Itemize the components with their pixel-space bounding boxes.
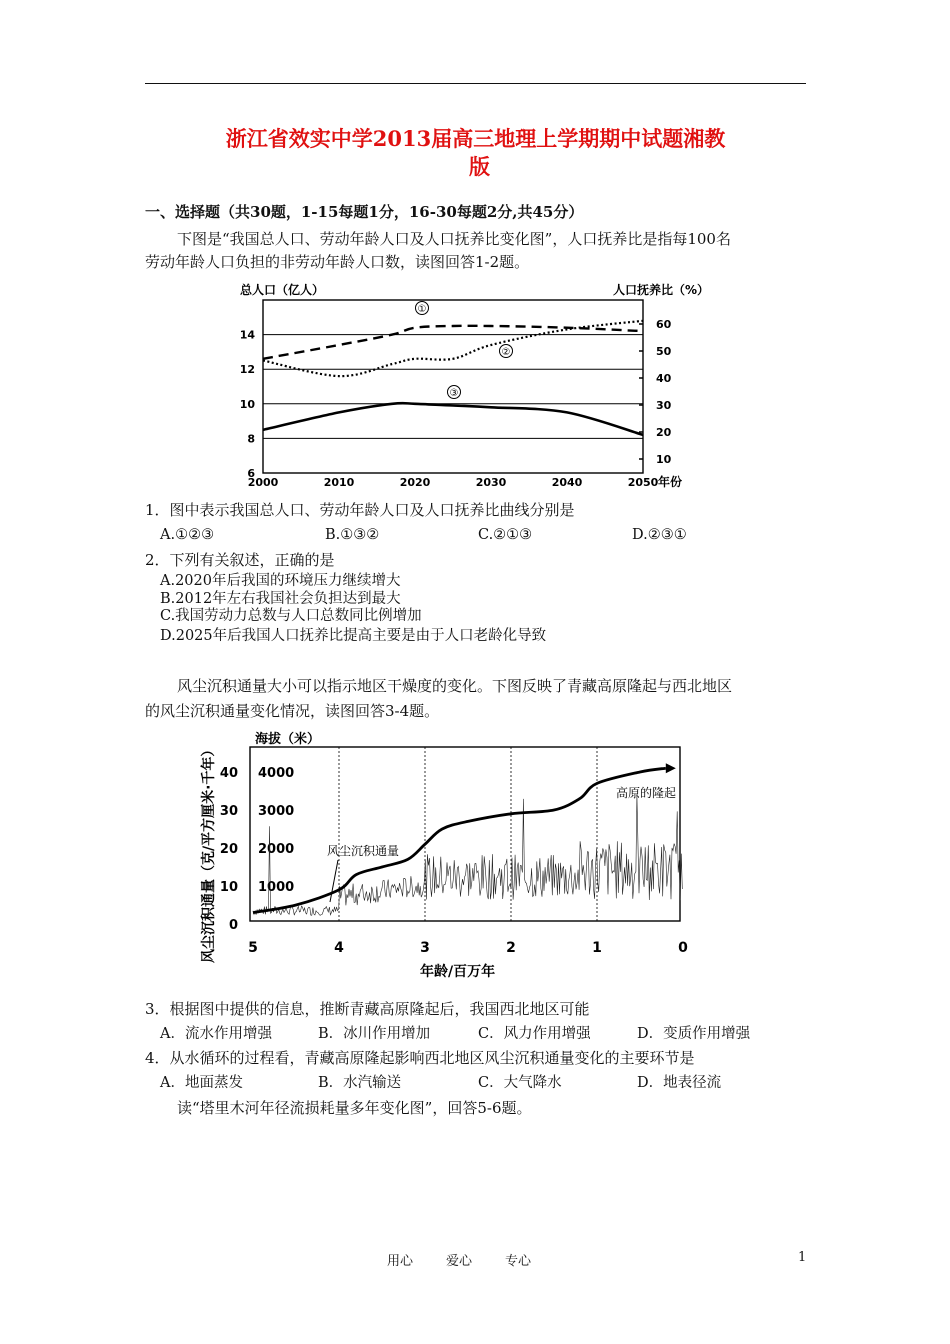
elevation-tick-label: 1000 <box>258 880 295 895</box>
x-tick-label: 2040 <box>551 476 583 489</box>
flux-tick-label: 10 <box>219 880 238 895</box>
plot-frame <box>250 747 680 921</box>
intro-1-line-2: 劳动年龄人口负担的非劳动年龄人口数，读图回答1-2题。 <box>145 253 530 271</box>
left-axis-label: 总人口（亿人） <box>240 283 325 297</box>
uplift-dust-chart <box>195 728 695 983</box>
age-tick-label: 4 <box>334 940 344 956</box>
intro-2-line-2: 的风尘沉积通量变化情况，读图回答3-4题。 <box>145 702 440 720</box>
intro-2-line-1: 风尘沉积通量大小可以指示地区干燥度的变化。下图反映了青藏高原隆起与西北地区 <box>177 677 733 695</box>
right-tick-label: 20 <box>656 426 672 439</box>
section-heading: 一、选择题（共30题，1-15每题1分，16-30每题2分,共45分） <box>145 203 584 221</box>
series-marker-label: ① <box>417 304 427 315</box>
question-4: 4．从水循环的过程看，青藏高原隆起影响西北地区风尘沉积通量变化的主要环节是 <box>145 1049 695 1067</box>
series-line-3 <box>263 403 643 435</box>
q1-option-d: D.②③① <box>632 527 687 543</box>
age-tick-label: 5 <box>248 940 258 956</box>
q3-option-b: B．冰川作用增加 <box>318 1026 431 1042</box>
q3-option-c: C．风力作用增强 <box>478 1026 591 1042</box>
page-title <box>145 125 806 181</box>
x-unit-label: 年份 <box>658 475 683 489</box>
left-tick-label: 12 <box>239 363 255 377</box>
footer-item-1: 用心 <box>387 1254 414 1269</box>
header-rule <box>145 83 806 84</box>
q3-option-d: D．变质作用增强 <box>637 1026 751 1042</box>
q1-option-c: C.②①③ <box>478 527 533 543</box>
elevation-tick-label: 4000 <box>258 766 295 781</box>
age-tick-label: 1 <box>592 940 602 956</box>
right-tick-label: 10 <box>656 453 672 466</box>
flux-annotation-pointer <box>330 860 338 902</box>
elevation-tick-label: 3000 <box>258 804 295 819</box>
x-axis-label: 年龄/百万年 <box>420 964 496 980</box>
uplift-arrowhead <box>666 763 676 773</box>
q4-option-b: B．水汽输送 <box>318 1075 402 1091</box>
q4-option-d: D．地表径流 <box>637 1075 722 1091</box>
x-tick-label: 2050 <box>627 476 659 489</box>
right-tick-label: 40 <box>656 372 672 385</box>
q4-option-c: C．大气降水 <box>478 1075 562 1091</box>
flux-axis-label: 风尘沉积通量（克/平方厘米·千年） <box>201 742 217 963</box>
question-3: 3．根据图中提供的信息，推断青藏高原隆起后，我国西北地区可能 <box>145 1000 590 1018</box>
uplift-curve <box>253 768 666 912</box>
series-line-1 <box>263 326 643 359</box>
footer-item-3: 专心 <box>505 1254 532 1269</box>
q2-option-a: A.2020年后我国的环境压力继续增大 <box>160 573 401 589</box>
right-tick-label: 60 <box>656 318 672 331</box>
age-tick-label: 0 <box>678 940 688 956</box>
page-number: 1 <box>798 1250 807 1265</box>
flux-tick-label: 20 <box>219 842 238 857</box>
q1-option-b: B.①③② <box>325 527 380 543</box>
series-marker-label: ② <box>501 347 511 358</box>
q4-option-a: A．地面蒸发 <box>160 1075 243 1091</box>
question-2: 2．下列有关叙述，正确的是 <box>145 551 335 569</box>
flux-tick-label: 40 <box>219 766 238 781</box>
left-tick-label: 10 <box>239 397 255 411</box>
right-tick-label: 30 <box>656 399 672 412</box>
left-tick-label: 8 <box>247 432 255 446</box>
q2-option-d: D.2025年后我国人口抚养比提高主要是由于人口老龄化导致 <box>160 628 547 644</box>
x-tick-label: 2030 <box>475 476 507 489</box>
series-marker-label: ③ <box>449 388 459 399</box>
title-line-2: 版 <box>469 154 490 179</box>
left-tick-label: 14 <box>239 328 255 342</box>
q1-option-a: A.①②③ <box>160 527 215 543</box>
intro-1-line-1: 下图是“我国总人口、劳动年龄人口及人口抚养比变化图”，人口抚养比是指每100名 <box>177 230 731 248</box>
age-tick-label: 3 <box>420 940 430 956</box>
x-tick-label: 2020 <box>399 476 431 489</box>
x-tick-label: 2010 <box>323 476 355 489</box>
q3-option-a: A．流水作用增强 <box>160 1026 272 1042</box>
right-tick-label: 50 <box>656 345 672 358</box>
flux-tick-label: 30 <box>219 804 238 819</box>
left-tick-label: 6 <box>247 467 255 480</box>
intro-3: 读“塔里木河年径流损耗量多年变化图”，回答5-6题。 <box>177 1099 532 1117</box>
flux-tick-label: 0 <box>228 918 238 933</box>
title-line-1: 浙江省效实中学2013届高三地理上学期期中试题湘教 <box>225 126 726 151</box>
elevation-axis-label: 海拔（米） <box>255 732 321 747</box>
elevation-tick-label: 2000 <box>258 842 295 857</box>
flux-annotation: 风尘沉积通量 <box>327 844 400 858</box>
footer-item-2: 爱心 <box>446 1254 473 1269</box>
q2-option-c: C.我国劳动力总数与人口总数同比例增加 <box>160 608 422 624</box>
population-chart <box>238 278 710 493</box>
question-1: 1．图中表示我国总人口、劳动年龄人口及人口抚养比曲线分别是 <box>145 501 575 519</box>
q2-option-b: B.2012年左右我国社会负担达到最大 <box>160 591 401 607</box>
age-tick-label: 2 <box>506 940 516 956</box>
uplift-annotation: 高原的隆起 <box>616 786 677 800</box>
right-axis-label: 人口抚养比（%） <box>613 283 710 297</box>
x-tick-label: 2000 <box>247 476 279 489</box>
